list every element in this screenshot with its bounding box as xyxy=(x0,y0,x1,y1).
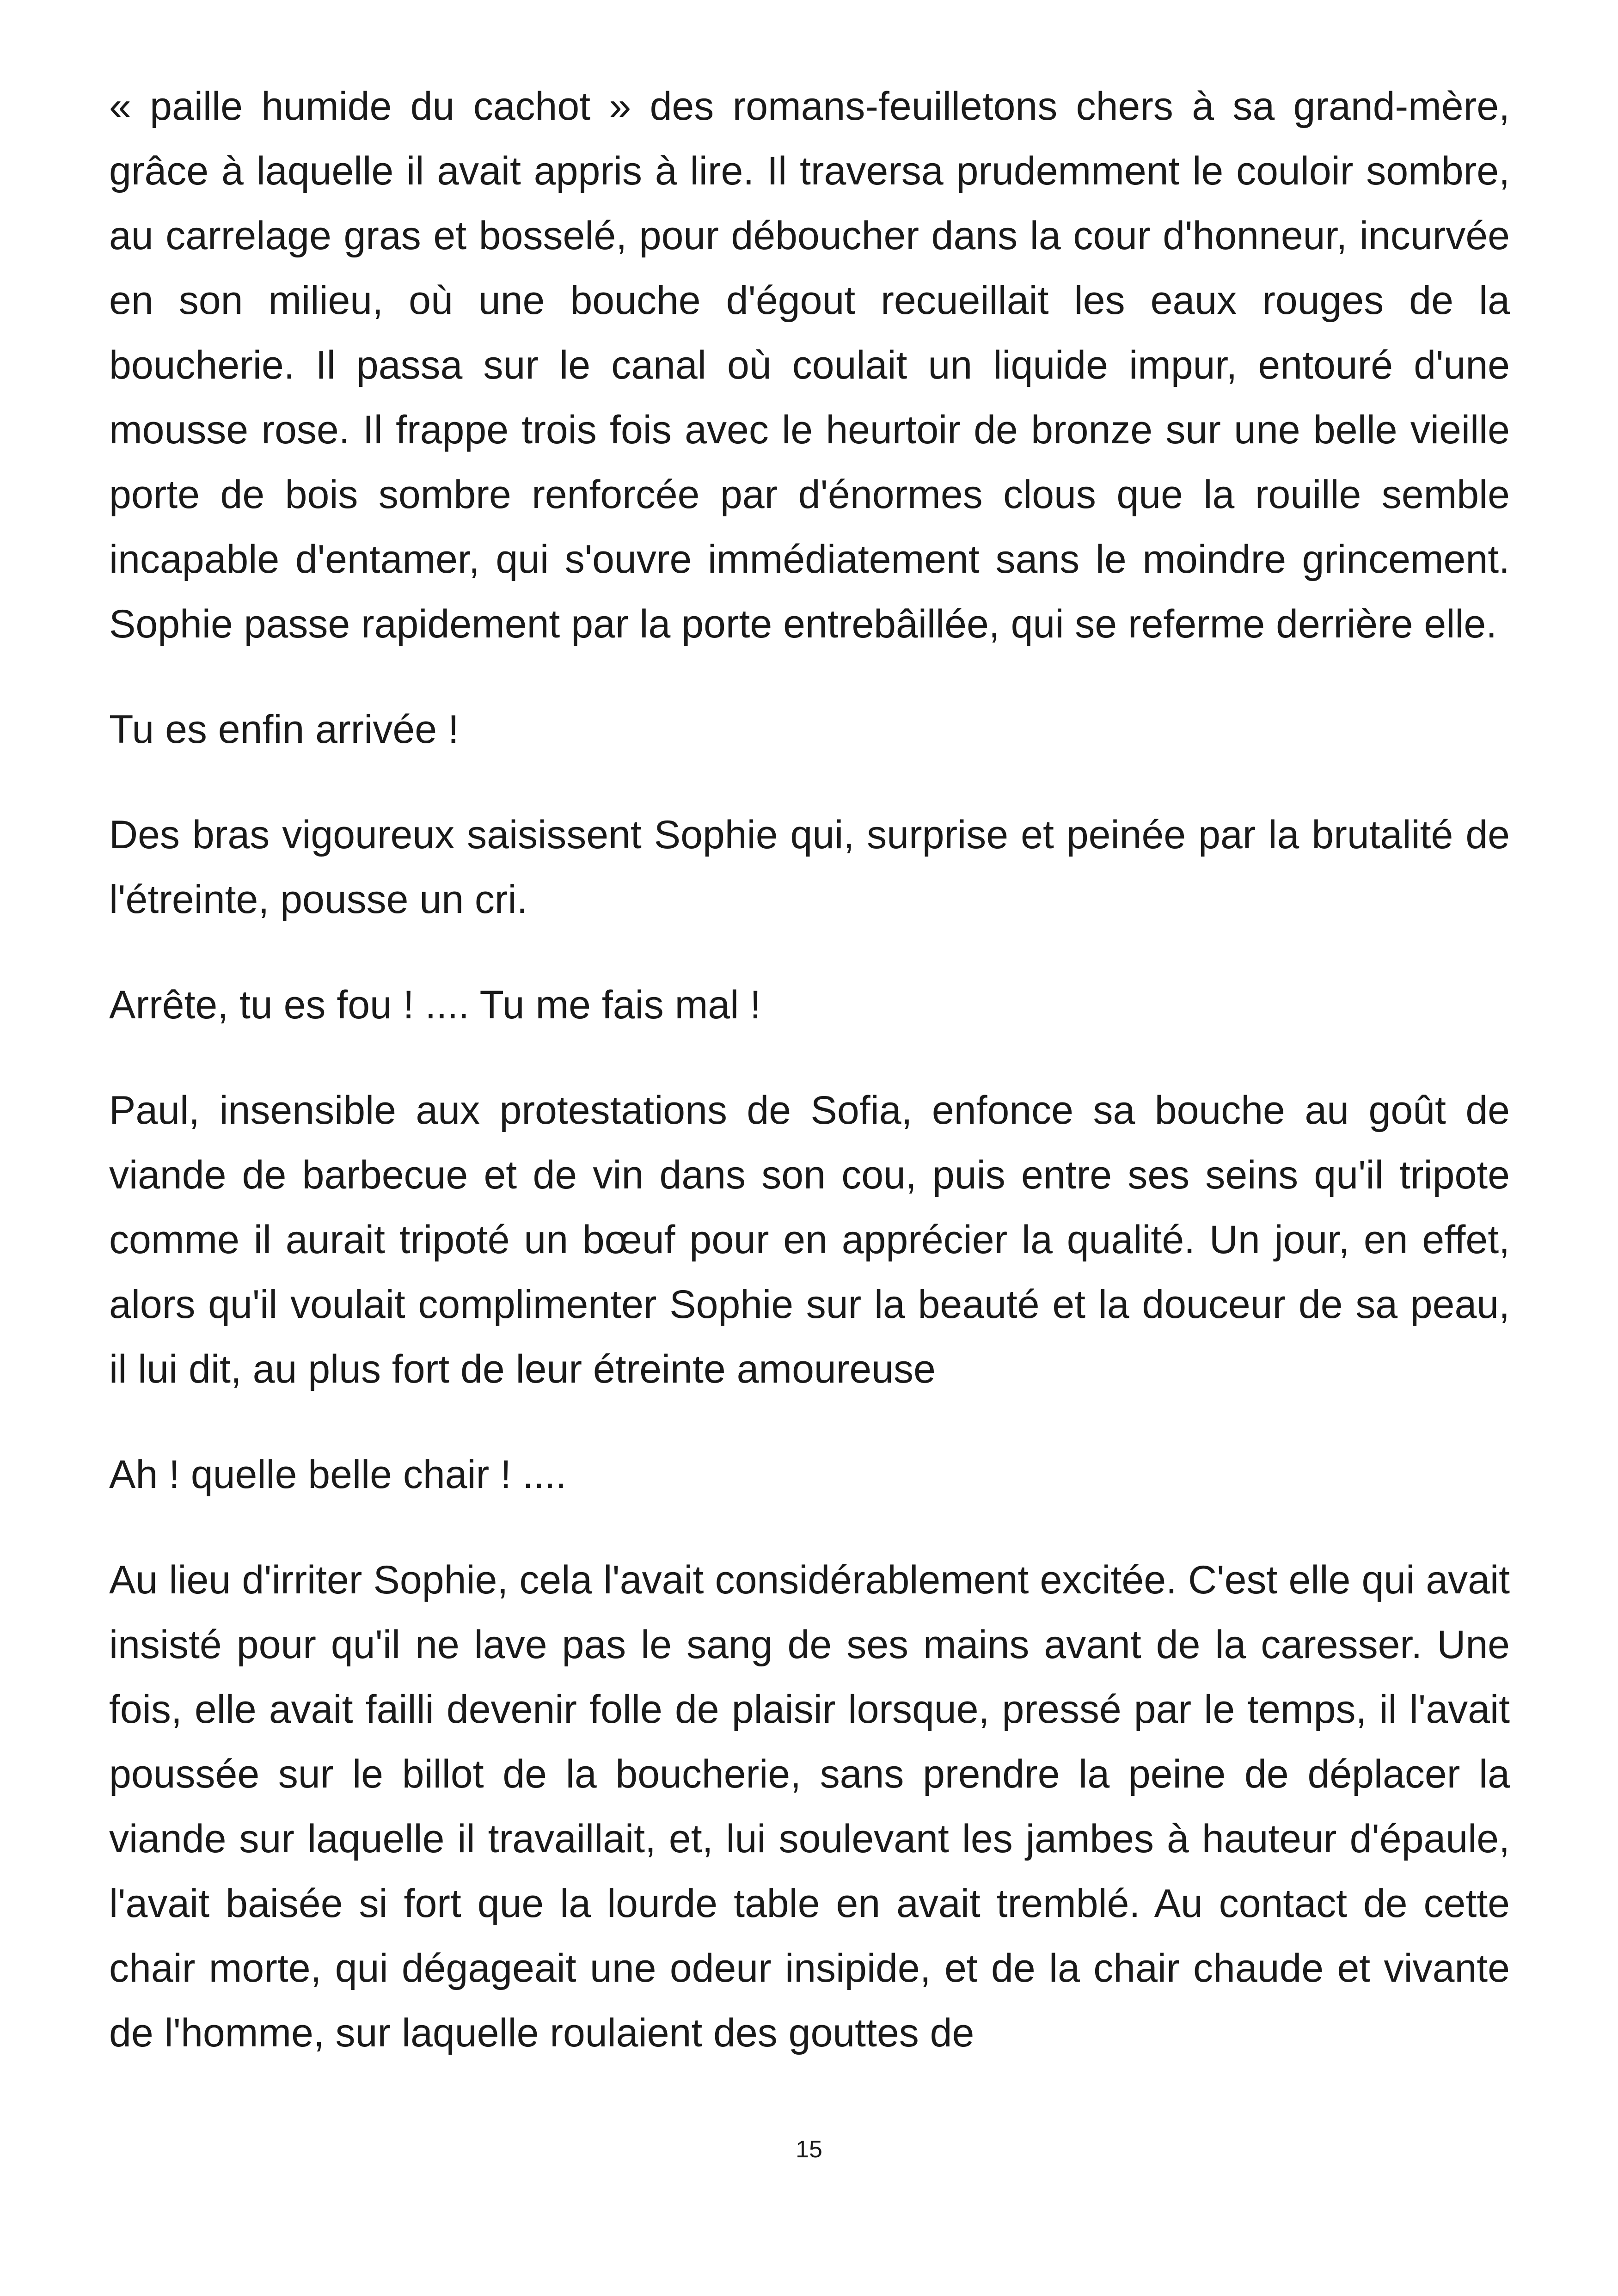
paragraph: Des bras vigoureux saisissent Sophie qui, surprise et peinée par la brutalité de l'étreinte, pousse un cri. xyxy=(109,813,1510,922)
page-number: 15 xyxy=(796,2136,822,2163)
body-text xyxy=(109,74,1510,2065)
paragraph: Paul, insensible aux protestations de Sofia, enfonce sa bouche au goût de viande de barbecue et de vin dans son cou, puis entre ses seins qu'il tripote comme il aurait tripoté un bœuf pour en apprécier la qualité. Un jour, en effet, alors qu'il voulait complimenter Sophie sur la beauté et la douceur de sa peau, il lui dit, au plus fort de leur étreinte amoureuse xyxy=(109,1088,1510,1391)
paragraph: Ah ! quelle belle chair ! .... xyxy=(109,1452,567,1497)
paragraph: « paille humide du cachot » des romans-feuilletons chers à sa grand-mère, grâce à laquelle il avait appris à lire. Il traversa prudemment le couloir sombre, au carrelage gras et bosselé, pour déboucher dans la cour d'honneur, incurvée en son milieu, où une bouche d'égout recueillait les eaux rouges de la boucherie. Il passa sur le canal où coulait un liquide impur, entouré d'une mousse rose. Il frappe trois fois avec le heurtoir de bronze sur une belle vieille porte de bois sombre renforcée par d'énormes clous que la rouille semble incapable d'entamer, qui s'ouvre immédiatement sans le moindre grincement. Sophie passe rapidement par la porte entrebâillée, qui se referme derrière elle. xyxy=(109,84,1510,646)
paragraph: Arrête, tu es fou ! .... Tu me fais mal ! xyxy=(109,983,761,1027)
paragraph: Au lieu d'irriter Sophie, cela l'avait considérablement excitée. C'est elle qui avait insisté pour qu'il ne lave pas le sang de ses mains avant de la caresser. Une fois, elle avait failli devenir folle de plaisir lorsque, pressé par le temps, il l'avait poussée sur le billot de la boucherie, sans prendre la peine de déplacer la viande sur laquelle il travaillait, et, lui soulevant les jambes à hauteur d'épaule, l'avait baisée si fort que la lourde table en avait tremblé. Au contact de cette chair morte, qui dégageait une odeur insipide, et de la chair chaude et vivante de l'homme, sur laquelle roulaient des gouttes de xyxy=(109,1558,1510,2055)
paragraph: Tu es enfin arrivée ! xyxy=(109,707,459,752)
